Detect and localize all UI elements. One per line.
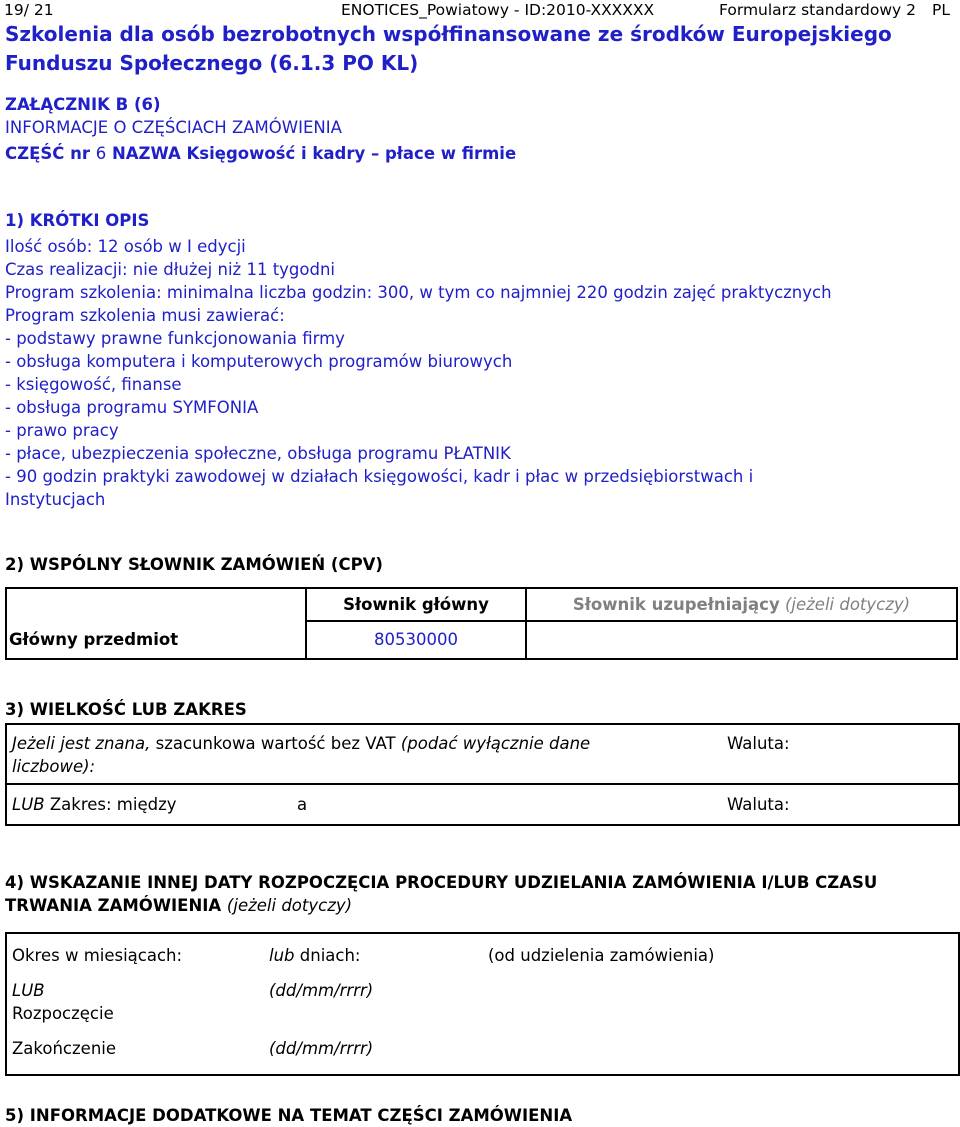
description-line: Ilość osób: 12 osób w I edycji bbox=[5, 237, 246, 256]
estimate-text bbox=[12, 732, 590, 778]
cpv-header-supplementary bbox=[526, 588, 957, 621]
range-label: Zakres: między bbox=[49, 795, 177, 814]
months-label: Okres w miesiącach: bbox=[12, 946, 183, 965]
start-date-format: (dd/mm/rrrr) bbox=[269, 981, 374, 1000]
description-line: - płace, ubezpieczenia społeczne, obsługa programu PŁATNIK bbox=[5, 444, 511, 463]
currency-label-2: Waluta: bbox=[727, 795, 790, 814]
scope-divider bbox=[7, 783, 958, 785]
part-name: Księgowość i kadry – płace w firmie bbox=[186, 144, 517, 163]
range-or-label: LUB bbox=[12, 795, 45, 814]
estimate-note-cont: liczbowe): bbox=[12, 757, 96, 776]
start-label: Rozpoczęcie bbox=[12, 1004, 114, 1023]
cpv-supp-label: Słownik uzupełniający bbox=[572, 594, 780, 614]
end-date-format: (dd/mm/rrrr) bbox=[269, 1039, 374, 1058]
description-line: - prawo pracy bbox=[5, 421, 119, 440]
description-line: Czas realizacji: nie dłużej niż 11 tygodni bbox=[5, 260, 336, 279]
estimate-note: (podać wyłącznie dane bbox=[400, 734, 591, 753]
cpv-table bbox=[5, 587, 958, 660]
days-or-prefix: lub bbox=[269, 946, 295, 965]
cpv-supp-note: (jeżeli dotyczy) bbox=[784, 594, 911, 614]
currency-label: Waluta: bbox=[727, 734, 790, 753]
page-header bbox=[0, 0, 960, 22]
description-line: Program szkolenia: minimalna liczba godzin: 300, w tym co najmniej 220 godzin zajęć praktycznych bbox=[5, 283, 832, 302]
estimate-if-known: Jeżeli jest znana, bbox=[12, 734, 151, 753]
end-label: Zakończenie bbox=[12, 1039, 117, 1058]
cpv-main-code: 80530000 bbox=[306, 621, 526, 659]
section-2-heading: 2) WSPÓLNY SŁOWNIK ZAMÓWIEŃ (CPV) bbox=[5, 555, 383, 574]
days-label: dniach: bbox=[299, 946, 361, 965]
document-title: Szkolenia dla osób bezrobotnych współfinansowane ze środków Europejskiego Funduszu Społecznego (6.1.3 PO KL) bbox=[5, 22, 892, 75]
section-1-body bbox=[5, 235, 832, 511]
duration-box bbox=[5, 932, 960, 1076]
range-and: a bbox=[297, 795, 308, 814]
description-line: - obsługa programu SYMFONIA bbox=[5, 398, 259, 417]
page-number: 19/ 21 bbox=[4, 1, 54, 19]
part-prefix: CZĘŚĆ nr bbox=[5, 144, 90, 163]
description-line: - podstawy prawne funkcjonowania firmy bbox=[5, 329, 345, 348]
section-1-heading: 1) KRÓTKI OPIS bbox=[5, 211, 150, 230]
section-4-heading-line2: TRWANIA ZAMÓWIENIA bbox=[5, 896, 222, 915]
description-line: - księgowość, finanse bbox=[5, 375, 182, 394]
cpv-empty-cell bbox=[6, 588, 306, 621]
description-line: Instytucjach bbox=[5, 490, 106, 509]
section-3-heading: 3) WIELKOŚĆ LUB ZAKRES bbox=[5, 700, 247, 719]
language-code: PL bbox=[932, 1, 950, 19]
annex-label: ZAŁĄCZNIK B (6) bbox=[5, 95, 161, 114]
range-row bbox=[12, 793, 177, 816]
section-4-heading bbox=[5, 871, 877, 917]
section-4-heading-line1: 4) WSKAZANIE INNEJ DATY ROZPOCZĘCIA PROCEDURY UDZIELANIA ZAMÓWIENIA I/LUB CZASU bbox=[5, 873, 878, 892]
description-line: - 90 godzin praktyki zawodowej w działach księgowości, kadr i płac w przedsiębiorstwach i bbox=[5, 467, 754, 486]
cpv-row-label: Główny przedmiot bbox=[6, 621, 306, 659]
cpv-header-main: Słownik główny bbox=[306, 588, 526, 621]
scope-box bbox=[5, 723, 960, 826]
part-name-label: NAZWA bbox=[111, 144, 181, 163]
annex-subtitle: INFORMACJE O CZĘŚCIACH ZAMÓWIENIA bbox=[5, 118, 342, 137]
part-heading bbox=[5, 142, 516, 165]
section-5-heading: 5) INFORMACJE DODATKOWE NA TEMAT CZĘŚCI ZAMÓWIENIA bbox=[5, 1106, 573, 1125]
form-name: Formularz standardowy 2 bbox=[719, 1, 916, 19]
description-line: Program szkolenia musi zawierać: bbox=[5, 306, 285, 325]
duration-or-label: LUB bbox=[12, 981, 45, 1000]
days-row bbox=[269, 944, 360, 967]
part-number: 6 bbox=[95, 144, 107, 163]
estimate-label: szacunkowa wartość bez VAT bbox=[155, 734, 396, 753]
notice-id: ENOTICES_Powiatowy - ID:2010-XXXXXX bbox=[341, 1, 655, 19]
cpv-supp-code bbox=[526, 621, 957, 659]
section-4-heading-note: (jeżeli dotyczy) bbox=[226, 896, 353, 915]
from-award-label: (od udzielenia zamówienia) bbox=[488, 946, 715, 965]
description-line: - obsługa komputera i komputerowych programów biurowych bbox=[5, 352, 513, 371]
